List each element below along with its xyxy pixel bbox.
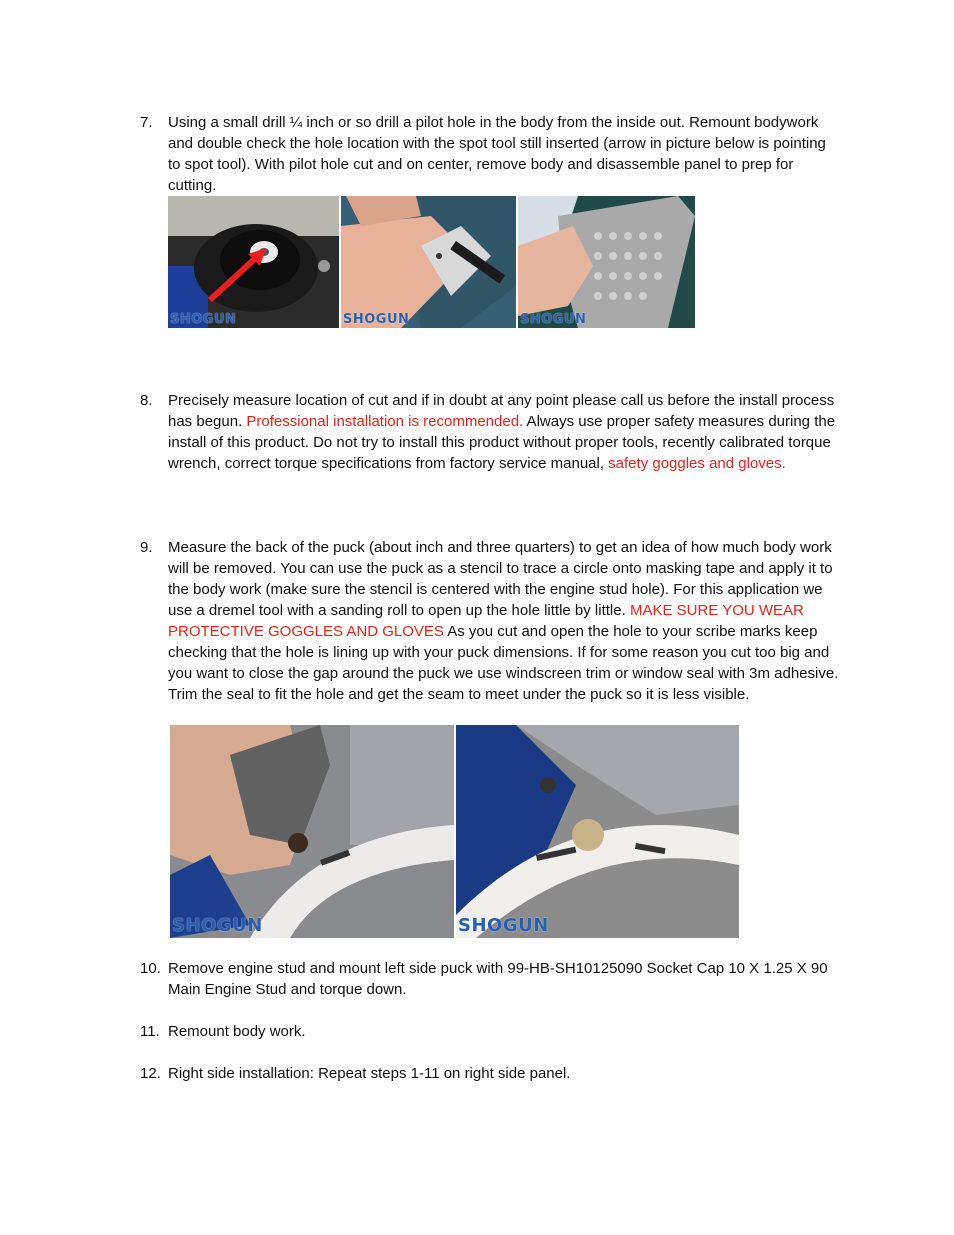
step-number: 11. — [140, 1023, 160, 1040]
step-text-part: As you cut and open the hole to your scribe marks keep checking that the hole is lining up with your puck dimensions. If for some reason you cut too big and you want to close the gap around the puck we use windscreen trim or window seal with 3m adhesive. Trim the seal to fit the hole and get the seam to meet under the puck so it is less visible. — [168, 623, 839, 703]
step-7 — [140, 112, 840, 196]
warning-text: Professional installation is recommended. — [246, 413, 524, 430]
step-number: 9. — [140, 539, 153, 556]
step-number: 12. — [140, 1065, 161, 1082]
shogun-logo: SHOGUN — [172, 915, 263, 936]
step-number: 8. — [140, 392, 153, 409]
step-8 — [140, 390, 840, 496]
warning-text: MAKE SURE YOU WEAR PROTECTIVE GOGGLES AND GLOVES — [168, 602, 804, 640]
shogun-logo: SHOGUN — [458, 915, 549, 936]
photo-spot-tool — [168, 196, 339, 328]
step-10 — [140, 958, 840, 1000]
photo-cut-hole — [456, 725, 739, 938]
shogun-logo: SHOGUN — [520, 312, 587, 327]
step-text — [168, 390, 840, 474]
photo-hand-tool — [341, 196, 516, 328]
step-9 — [140, 537, 840, 727]
step-text-part: Always use proper safety measures during the install of this product. Do not try to install this product without proper tools, recently calibrated torque wrench, correct torque specifications from factory service manual, — [168, 413, 836, 472]
step-7-photos — [168, 196, 695, 328]
step-text: Right side installation: Repeat steps 1-11 on right side panel. — [168, 1065, 571, 1082]
shogun-logo: SHOGUN — [343, 312, 410, 327]
step-9-photos — [170, 725, 739, 938]
step-text-part: Measure the back of the puck (about inch and three quarters) to get an idea of how much body work will be removed. You can use the puck as a stencil to trace a circle onto masking tape and apply it to the body work (make sure the stencil is centered with the engine stud hole). For this application we use a dremel tool with a sanding roll to open up the hole little by little. — [168, 539, 833, 619]
step-11 — [140, 1021, 840, 1042]
step-text — [168, 537, 840, 705]
step-text: Using a small drill ¼ inch or so drill a pilot hole in the body from the inside out. Remount bodywork and double check the hole location with the spot tool still inserted (arrow in picture below is pointing to spot tool). With pilot hole cut and on center, remove body and disassemble panel to prep for cutting. — [168, 114, 826, 194]
step-number: 7. — [140, 114, 153, 131]
step-12 — [140, 1063, 840, 1084]
shogun-logo: SHOGUN — [170, 312, 237, 327]
step-text: Remount body work. — [168, 1023, 306, 1040]
step-number: 10. — [140, 960, 161, 977]
warning-text: safety goggles and gloves. — [608, 455, 786, 472]
step-text-part: Precisely measure location of cut and if in doubt at any point please call us before the install process has begun. — [168, 392, 835, 430]
photo-dremel-cutting — [170, 725, 454, 938]
photo-heat-shield-panel — [518, 196, 695, 328]
step-text: Remove engine stud and mount left side puck with 99-HB-SH10125090 Socket Cap 10 X 1.25 X 90 Main Engine Stud and torque down. — [168, 960, 828, 998]
